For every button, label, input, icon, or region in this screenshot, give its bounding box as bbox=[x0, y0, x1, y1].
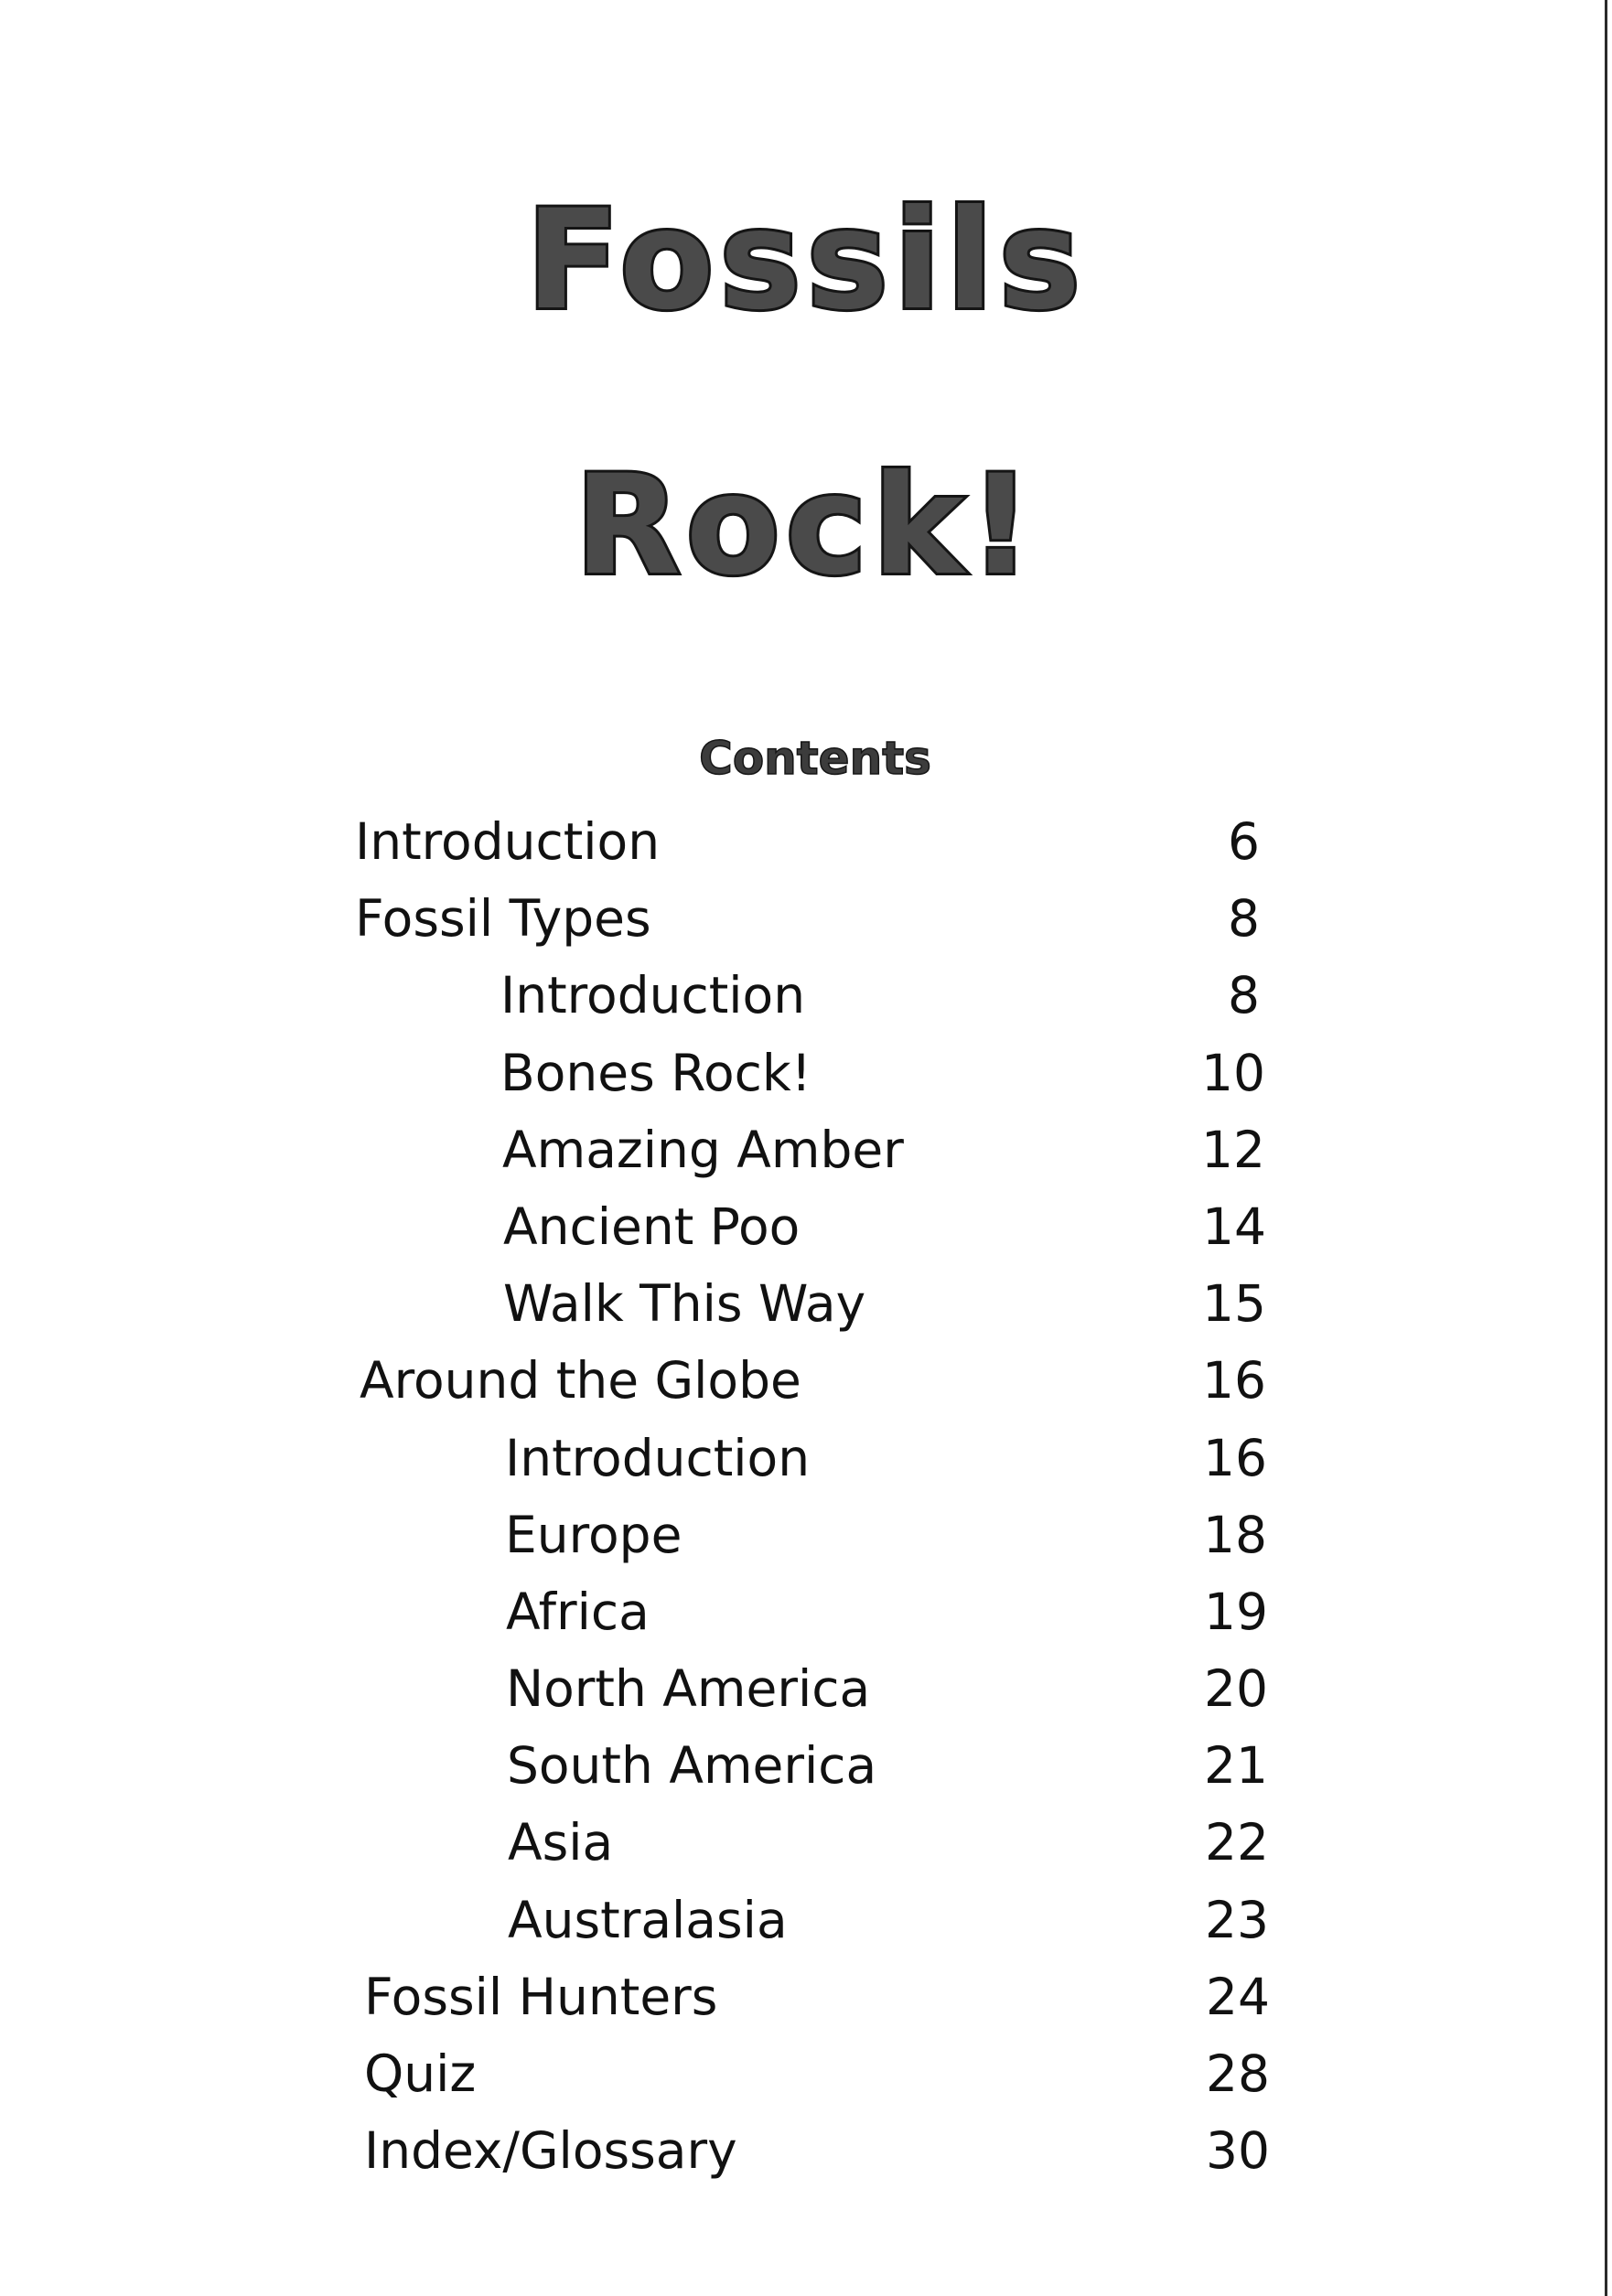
toc-entry bbox=[0, 1960, 1612, 2037]
toc-entry bbox=[0, 1652, 1612, 1729]
book-title-line-1: Fossils bbox=[525, 181, 1087, 340]
toc-page-number: 8 bbox=[1228, 889, 1260, 949]
toc-subentry-label: Introduction bbox=[500, 966, 806, 1025]
toc-page-number: 15 bbox=[1202, 1274, 1266, 1334]
toc-entry bbox=[0, 2114, 1612, 2191]
toc-page-number: 16 bbox=[1203, 1428, 1267, 1487]
toc-subentry-label: Amazing Amber bbox=[502, 1120, 904, 1179]
toc-subentry-label: Bones Rock! bbox=[500, 1043, 811, 1102]
toc-subentry-label: Australasia bbox=[508, 1890, 788, 1949]
toc-subentry-label: Introduction bbox=[505, 1428, 811, 1487]
toc-entry-label: Fossil Hunters bbox=[364, 1967, 718, 2026]
toc-entry-label: Fossil Types bbox=[355, 889, 651, 949]
toc-page-number: 6 bbox=[1228, 812, 1260, 871]
toc-page-number: 23 bbox=[1205, 1890, 1269, 1949]
toc-page-number: 18 bbox=[1203, 1505, 1267, 1564]
toc-entry bbox=[0, 805, 1612, 882]
toc-entry bbox=[0, 1422, 1612, 1498]
toc-entry bbox=[0, 1498, 1612, 1575]
toc-subentry-label: Asia bbox=[508, 1813, 614, 1872]
toc-entry bbox=[0, 882, 1612, 959]
toc-page-number: 30 bbox=[1206, 2121, 1270, 2181]
table-of-contents bbox=[0, 805, 1612, 2191]
toc-entry bbox=[0, 2037, 1612, 2114]
toc-subentry-label: Europe bbox=[505, 1505, 682, 1564]
toc-subentry-label: Ancient Poo bbox=[503, 1196, 801, 1256]
toc-page-number: 16 bbox=[1202, 1351, 1266, 1411]
toc-subentry-label: Africa bbox=[506, 1582, 650, 1641]
toc-entry bbox=[0, 959, 1612, 1035]
toc-subentry-label: Walk This Way bbox=[503, 1274, 866, 1334]
book-title-line-2: Rock! bbox=[575, 446, 1037, 606]
toc-subentry-label: South America bbox=[507, 1736, 877, 1796]
contents-heading: Contents bbox=[699, 732, 931, 785]
toc-entry-label: Around the Globe bbox=[360, 1351, 801, 1411]
toc-page-number: 21 bbox=[1204, 1736, 1268, 1796]
toc-entry bbox=[0, 1575, 1612, 1652]
toc-entry-label: Index/Glossary bbox=[364, 2121, 737, 2181]
toc-entry bbox=[0, 1883, 1612, 1960]
toc-entry bbox=[0, 1113, 1612, 1190]
toc-page-number: 22 bbox=[1205, 1813, 1269, 1872]
toc-page-number: 12 bbox=[1201, 1120, 1265, 1179]
toc-page-number: 10 bbox=[1201, 1043, 1265, 1102]
toc-entry-label: Quiz bbox=[364, 2044, 477, 2103]
toc-page-number: 20 bbox=[1204, 1659, 1268, 1719]
toc-entry bbox=[0, 1190, 1612, 1267]
toc-page-number: 8 bbox=[1228, 966, 1260, 1025]
toc-entry bbox=[0, 1036, 1612, 1113]
toc-page-number: 19 bbox=[1204, 1582, 1268, 1641]
toc-entry bbox=[0, 1806, 1612, 1883]
toc-page-number: 14 bbox=[1202, 1196, 1266, 1256]
toc-entry-label: Introduction bbox=[355, 812, 661, 871]
toc-entry bbox=[0, 1729, 1612, 1806]
toc-entry bbox=[0, 1267, 1612, 1344]
toc-subentry-label: North America bbox=[506, 1659, 871, 1719]
toc-page-number: 28 bbox=[1206, 2044, 1270, 2103]
toc-page-number: 24 bbox=[1206, 1967, 1270, 2026]
toc-entry bbox=[0, 1344, 1612, 1421]
